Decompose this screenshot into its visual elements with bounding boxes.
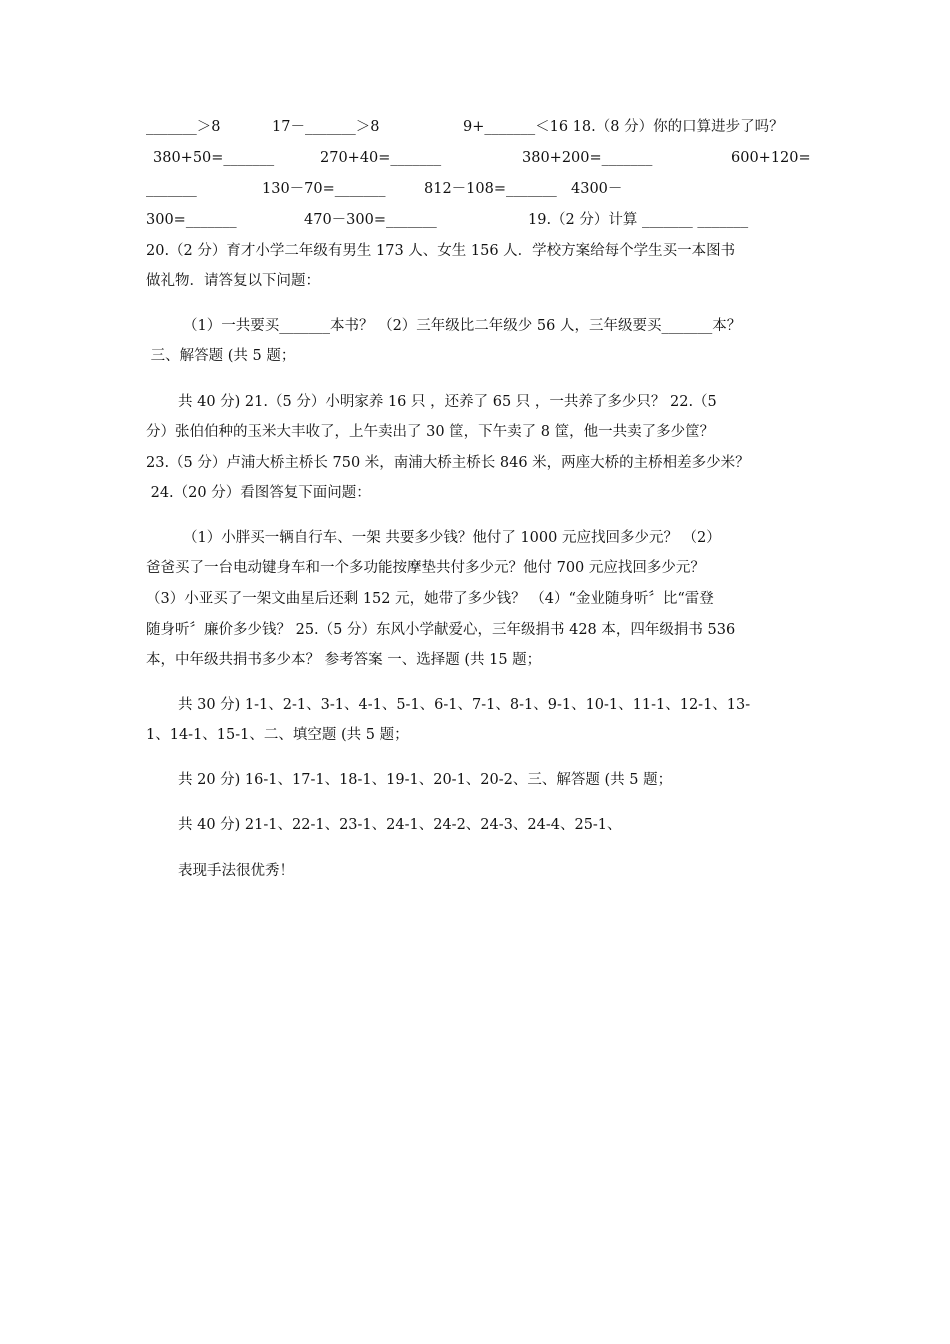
text-line <box>0 720 950 750</box>
text-segment: 24.（20 分）看图答复下面问题： <box>146 485 371 501</box>
text-line <box>0 341 950 371</box>
text-line <box>0 478 950 508</box>
text-line <box>0 856 950 886</box>
text-line <box>0 690 950 720</box>
text-segment: 爸爸买了一台电动键身车和一个多功能按摩垫共付多少元？他付 700 元应找回多少元？ <box>146 560 705 576</box>
text-line <box>0 112 950 142</box>
text-segment: （1）小胖买一辆自行车、一架 共要多少钱？他付了 1000 元应找回多少元？ （2） <box>183 530 721 546</box>
text-line <box>0 174 950 204</box>
text-segment: _______＞8 <box>146 119 221 135</box>
section-heading: 三、解答题 (共 5 题； <box>146 348 296 364</box>
text-line <box>0 448 950 478</box>
text-segment: 分）张伯伯种的玉米大丰收了，上午卖出了 30 筐，下午卖了 8 筐，他一共卖了多少筐？ <box>146 424 715 440</box>
text-segment: 19.（2 分）计算 _______ _______ <box>528 212 749 228</box>
text-segment: 600+120= <box>731 150 811 166</box>
text-segment: 本，中年级共捐书多少本？ 参考答案 一、选择题 (共 15 题； <box>146 652 542 668</box>
text-line <box>0 645 950 675</box>
text-segment: 共 30 分) 1-1、2-1、3-1、4-1、5-1、6-1、7-1、8-1、9-1、10-1、11-1、12-1、13- <box>178 697 751 713</box>
text-segment: 9+_______＜16 18.（8 分）你的口算进步了吗？ <box>463 119 784 135</box>
text-segment: 1、14-1、15-1、二、填空题 (共 5 题； <box>146 727 409 743</box>
text-line <box>0 205 950 235</box>
text-line <box>0 765 950 795</box>
text-segment: 随身听〞廉价多少钱？ 25.（5 分）东风小学献爱心，三年级捐书 428 本，四年级捐书 536 <box>146 622 736 638</box>
text-segment: 共 20 分) 16-1、17-1、18-1、19-1、20-1、20-2、三、解答题 (共 5 题； <box>178 772 673 788</box>
text-segment: _______ <box>146 181 197 197</box>
text-line <box>0 311 950 341</box>
text-segment: 470－300=_______ <box>304 212 437 228</box>
text-segment: 812－108=_______ <box>424 181 557 197</box>
text-line <box>0 387 950 417</box>
text-line <box>0 236 950 266</box>
text-line <box>0 417 950 447</box>
text-segment: （3）小亚买了一架文曲星后还剩 152 元，她带了多少钱？ （4）“金业随身听〞比“雷登 <box>146 591 714 607</box>
text-segment: 做礼物．请答复以下问题： <box>146 273 320 289</box>
text-segment: 380+200=_______ <box>522 150 653 166</box>
text-segment: 23.（5 分）卢浦大桥主桥长 750 米，南浦大桥主桥长 846 米，两座大桥的主桥相差多少米？ <box>146 455 750 471</box>
text-segment: 共 40 分) 21-1、22-1、23-1、24-1、24-2、24-3、24-4、25-1、 <box>178 817 622 833</box>
text-line <box>0 523 950 553</box>
text-line <box>0 615 950 645</box>
text-line <box>0 266 950 296</box>
text-line <box>0 143 950 173</box>
text-segment: 4300－ <box>571 181 623 197</box>
text-segment: 20.（2 分）育才小学二年级有男生 173 人、女生 156 人．学校方案给每个学生买一本图书 <box>146 243 736 259</box>
text-segment: （1）一共要买_______本书？ （2）三年级比二年级少 56 人，三年级要买_______本？ <box>183 318 742 334</box>
text-line <box>0 810 950 840</box>
text-segment: 130－70=_______ <box>262 181 386 197</box>
text-line <box>0 553 950 583</box>
text-line <box>0 584 950 614</box>
text-segment: 380+50=_______ <box>153 150 275 166</box>
text-segment: 共 40 分) 21.（5 分）小明家养 16 只 ，还养了 65 只 ，一共养了多少只？ 22.（5 <box>178 394 717 410</box>
text-segment: 300=_______ <box>146 212 237 228</box>
closing-remark: 表现手法很优秀！ <box>178 863 294 879</box>
text-segment: 270+40=_______ <box>320 150 442 166</box>
text-segment: 17－_______＞8 <box>272 119 380 135</box>
